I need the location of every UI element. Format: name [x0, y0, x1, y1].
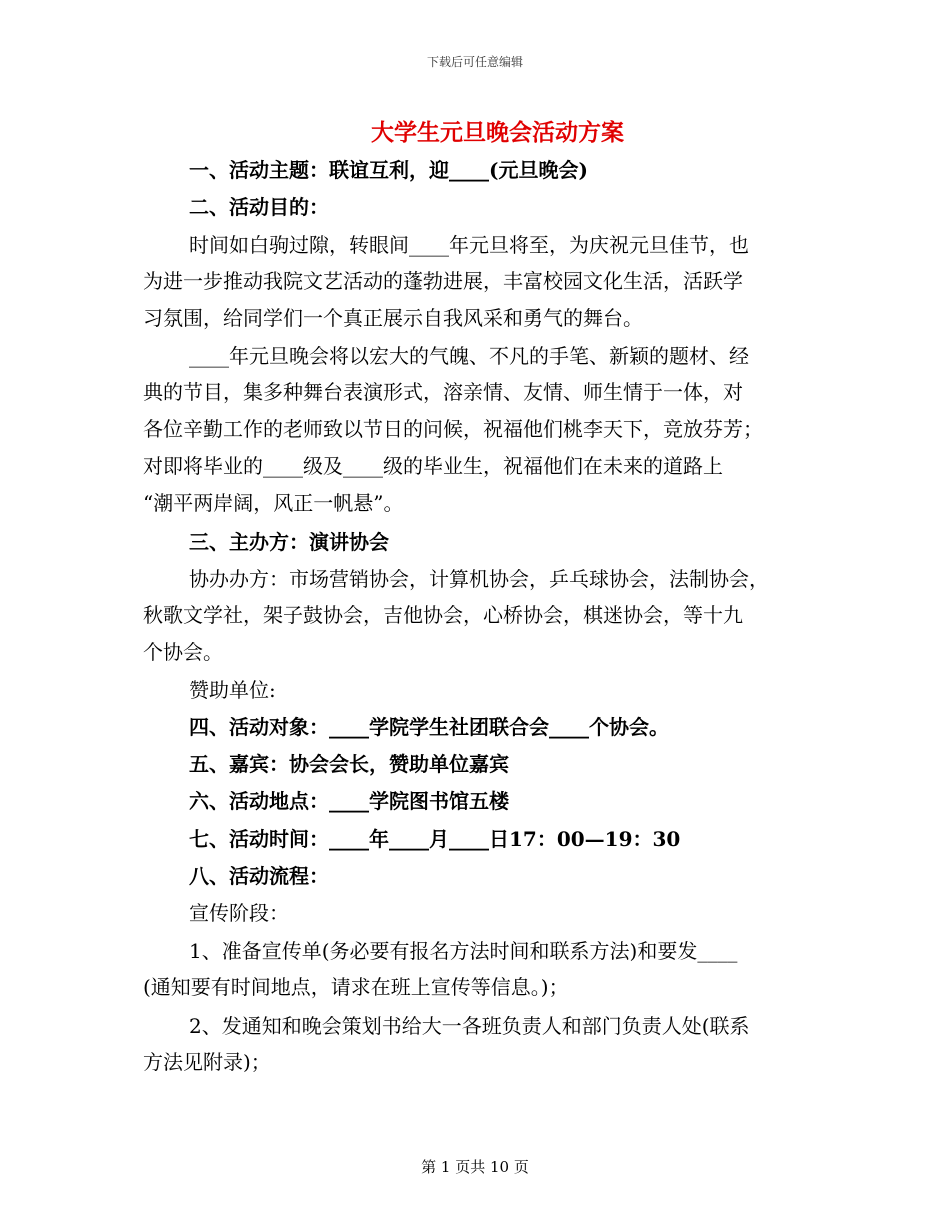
paragraph-line: 赞助单位: [189, 678, 276, 702]
document-title: 大学生元旦晚会活动方案 [371, 119, 624, 146]
section-heading-target: 四、活动对象：____学院学生社团联合会____个协会。 [189, 715, 669, 739]
paragraph-line: ____年元旦晚会将以宏大的气魄、不凡的手笔、新颖的题材、经 [189, 344, 749, 368]
paragraph-line: 宣传阶段： [189, 901, 289, 925]
page-footer: 第 1 页共 10 页 [421, 1158, 529, 1176]
paragraph-line: 协办办方：市场营销协会，计算机协会，乒乓球协会，法制协会， [189, 567, 769, 591]
section-heading-time: 七、活动时间：____年____月____日17：00—19：30 [189, 827, 681, 851]
paragraph-line: 为进一步推动我院文艺活动的蓬勃进展，丰富校园文化生活，活跃学 [143, 269, 743, 293]
paragraph-line: 秋歌文学社，架子鼓协会，吉他协会，心桥协会，棋迷协会，等十九 [143, 603, 743, 627]
paragraph-line: 2、发通知和晚会策划书给大一各班负责人和部门负责人处(联系 [189, 1014, 750, 1038]
paragraph-line: 习氛围，给同学们一个真正展示自我风采和勇气的舞台。 [143, 306, 643, 330]
paragraph-line: 时间如白驹过隙，转眼间____年元旦将至，为庆祝元旦佳节，也 [189, 233, 749, 257]
paragraph-line: 各位辛勤工作的老师致以节日的问候，祝福他们桃李天下，竞放芬芳； [143, 417, 763, 441]
section-heading-guests: 五、嘉宾：协会会长，赞助单位嘉宾 [189, 752, 509, 776]
paragraph-line: 个协会。 [143, 640, 223, 664]
section-heading-theme: 一、活动主题：联谊互利，迎____(元旦晚会) [189, 158, 588, 182]
paragraph-line: 1、准备宣传单(务必要有报名方法时间和联系方法)和要发____ [189, 939, 738, 963]
paragraph-line: 方法见附录)； [143, 1050, 271, 1074]
paragraph-line: 对即将毕业的____级及____级的毕业生，祝福他们在未来的道路上 [143, 454, 723, 478]
paragraph-line: “潮平两岸阔，风正一帆悬”。 [143, 491, 404, 515]
section-heading-location: 六、活动地点：____学院图书馆五楼 [189, 789, 509, 813]
section-heading-organizer: 三、主办方：演讲协会 [189, 530, 389, 554]
section-heading-process: 八、活动流程： [189, 864, 329, 888]
paragraph-line: 典的节目，集多种舞台表演形式，溶亲情、友情、师生情于一体，对 [143, 380, 743, 404]
page-header: 下载后可任意编辑 [426, 55, 523, 69]
paragraph-line: (通知要有时间地点，请求在班上宣传等信息。)； [143, 975, 569, 999]
section-heading-purpose: 二、活动目的： [189, 195, 329, 219]
